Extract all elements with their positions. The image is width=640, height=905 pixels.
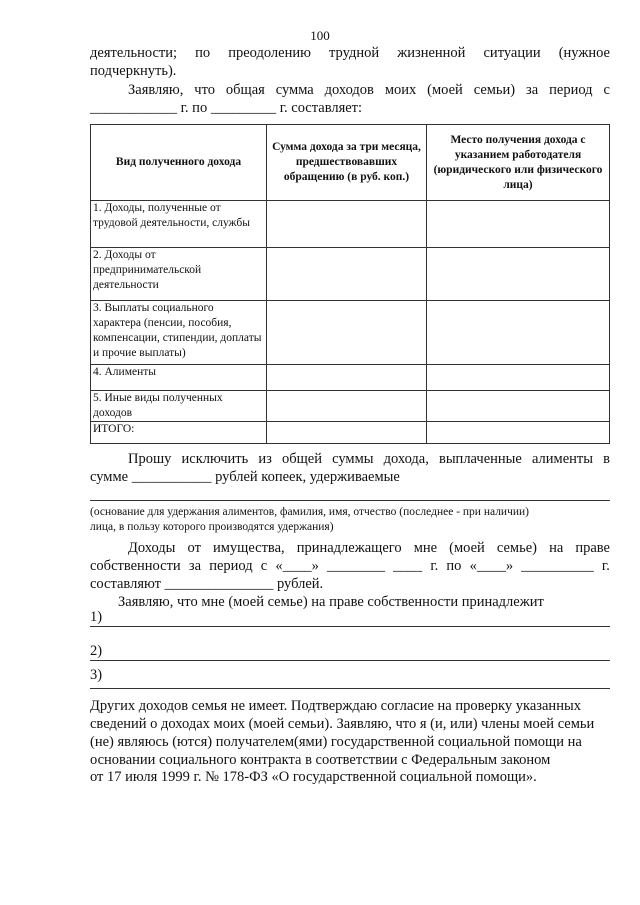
word: Заявляю, — [128, 82, 184, 98]
word: Прошу — [128, 451, 172, 467]
source-cell[interactable] — [427, 365, 610, 391]
source-cell[interactable] — [427, 391, 610, 422]
word: с — [603, 82, 610, 98]
word: (моей — [427, 82, 463, 98]
word: на — [549, 540, 564, 556]
word: моих — [384, 82, 417, 98]
source-cell[interactable] — [427, 301, 610, 365]
word: «____» — [275, 558, 319, 574]
word: Доходы — [128, 540, 176, 556]
alimony-basis-field[interactable] — [90, 500, 610, 501]
table-total-row — [91, 422, 610, 444]
table-row — [91, 365, 610, 391]
table-row — [91, 201, 610, 248]
word: в — [603, 451, 610, 467]
ownership-item-1-field[interactable] — [90, 626, 610, 627]
alimony-line-2: сумме ___________ рублей копеек, удерживаемые — [90, 469, 400, 485]
page-number: 100 — [310, 28, 330, 43]
table-header-row — [91, 125, 610, 201]
word: период — [549, 82, 593, 98]
closing-line-1: Других доходов семья не имеет. Подтверждаю согласие на проверку указанных — [90, 698, 581, 714]
word: жизненной — [397, 45, 466, 61]
word: от — [187, 540, 201, 556]
table-row — [91, 248, 610, 301]
word: ситуации — [483, 45, 541, 61]
ownership-item-3-field[interactable] — [90, 688, 610, 689]
amount-cell[interactable] — [267, 391, 427, 422]
intro-line-2: подчеркнуть). — [90, 63, 177, 79]
closing-line-4: основании социального контракта в соответствии с Федеральным законом — [90, 752, 551, 768]
closing-line-5: от 17 июля 1999 г. № 178-ФЗ «О государственной социальной помощи». — [90, 769, 537, 785]
table-row — [91, 391, 610, 422]
source-cell[interactable] — [427, 248, 610, 301]
ownership-item-2-label: 2) — [90, 643, 103, 659]
property-line-2 — [90, 557, 610, 575]
word: преодолению — [228, 45, 311, 61]
word: __________ — [521, 558, 594, 574]
word: период — [209, 558, 253, 574]
total-amount-cell[interactable] — [267, 422, 427, 444]
amount-cell[interactable] — [267, 201, 427, 248]
source-cell[interactable] — [427, 201, 610, 248]
intro-line-4: ____________ г. по _________ г. составляет: — [90, 100, 363, 116]
word: суммы — [332, 451, 374, 467]
word: исключить — [181, 451, 249, 467]
word: семье) — [496, 540, 537, 556]
intro-line-1 — [90, 44, 610, 62]
word: собственности — [90, 558, 181, 574]
closing-line-2: сведений о доходах моих (моей семьи). Заявляю, что я (и, или) члены моей семьи — [90, 716, 595, 732]
word: деятельности; — [90, 45, 178, 61]
header-income-amount: Сумма дохода за три месяца, предшествовавших обращению (в руб. коп.) — [267, 125, 427, 201]
total-source-cell[interactable] — [427, 422, 610, 444]
word: общей — [281, 451, 322, 467]
word: алименты — [531, 451, 593, 467]
word: трудной — [329, 45, 380, 61]
property-line-3: составляют _______________ рублей. — [90, 576, 324, 592]
closing-line-3: (не) являюсь (ются) получателем(ями) государственной социальной помощи на — [90, 734, 582, 750]
word: общая — [225, 82, 265, 98]
word: ________ — [327, 558, 386, 574]
amount-cell[interactable] — [267, 248, 427, 301]
word: из — [258, 451, 272, 467]
header-income-source: Место получения дохода с указанием работодателя (юридического или физического лица) — [427, 125, 610, 201]
alimony-note-2: лица, в пользу которого производятся удержания) — [90, 521, 334, 533]
row-label: 2. Доходы от предпринимательской деятельности — [91, 248, 267, 301]
ownership-title: Заявляю, что мне (моей семье) на праве собственности принадлежит — [118, 594, 544, 610]
word: (нужное — [558, 45, 610, 61]
word: мне — [413, 540, 438, 556]
word: принадлежащего — [296, 540, 402, 556]
row-label: 1. Доходы, полученные от трудовой деятельности, службы — [91, 201, 267, 248]
header-income-type: Вид полученного дохода — [91, 125, 267, 201]
word: за — [526, 82, 539, 98]
word: что — [194, 82, 215, 98]
word: за — [188, 558, 202, 574]
amount-cell[interactable] — [267, 365, 427, 391]
property-line-1 — [128, 539, 610, 557]
total-label: ИТОГО: — [91, 422, 267, 444]
word: семьи) — [473, 82, 516, 98]
row-label: 4. Алименты — [91, 365, 267, 391]
word: (моей — [449, 540, 485, 556]
table-row — [91, 301, 610, 365]
row-label: 3. Выплаты социального характера (пенсии, пособия, компенсации, стипендии, доплаты и прочие выплаты) — [91, 301, 267, 365]
word: доходов — [324, 82, 374, 98]
alimony-note-1: (основание для удержания алиментов, фамилия, имя, отчество (последнее - при наличии) — [90, 506, 530, 518]
word: «____» — [469, 558, 514, 574]
intro-line-3 — [128, 81, 610, 99]
ownership-item-3-label: 3) — [90, 667, 103, 683]
income-table — [90, 124, 610, 444]
word: имущества, — [213, 540, 285, 556]
row-label: 5. Иные виды полученных доходов — [91, 391, 267, 422]
ownership-item-2-field[interactable] — [90, 660, 610, 661]
alimony-line-1 — [128, 450, 610, 468]
word: ____ — [393, 558, 423, 574]
word: дохода, — [383, 451, 429, 467]
word: по — [446, 558, 462, 574]
amount-cell[interactable] — [267, 301, 427, 365]
word: выплаченные — [438, 451, 522, 467]
word: г. — [601, 558, 610, 574]
word: г. — [430, 558, 439, 574]
word: по — [195, 45, 211, 61]
ownership-item-1-label: 1) — [90, 609, 103, 625]
word: с — [260, 558, 268, 574]
word: праве — [575, 540, 610, 556]
word: сумма — [275, 82, 314, 98]
